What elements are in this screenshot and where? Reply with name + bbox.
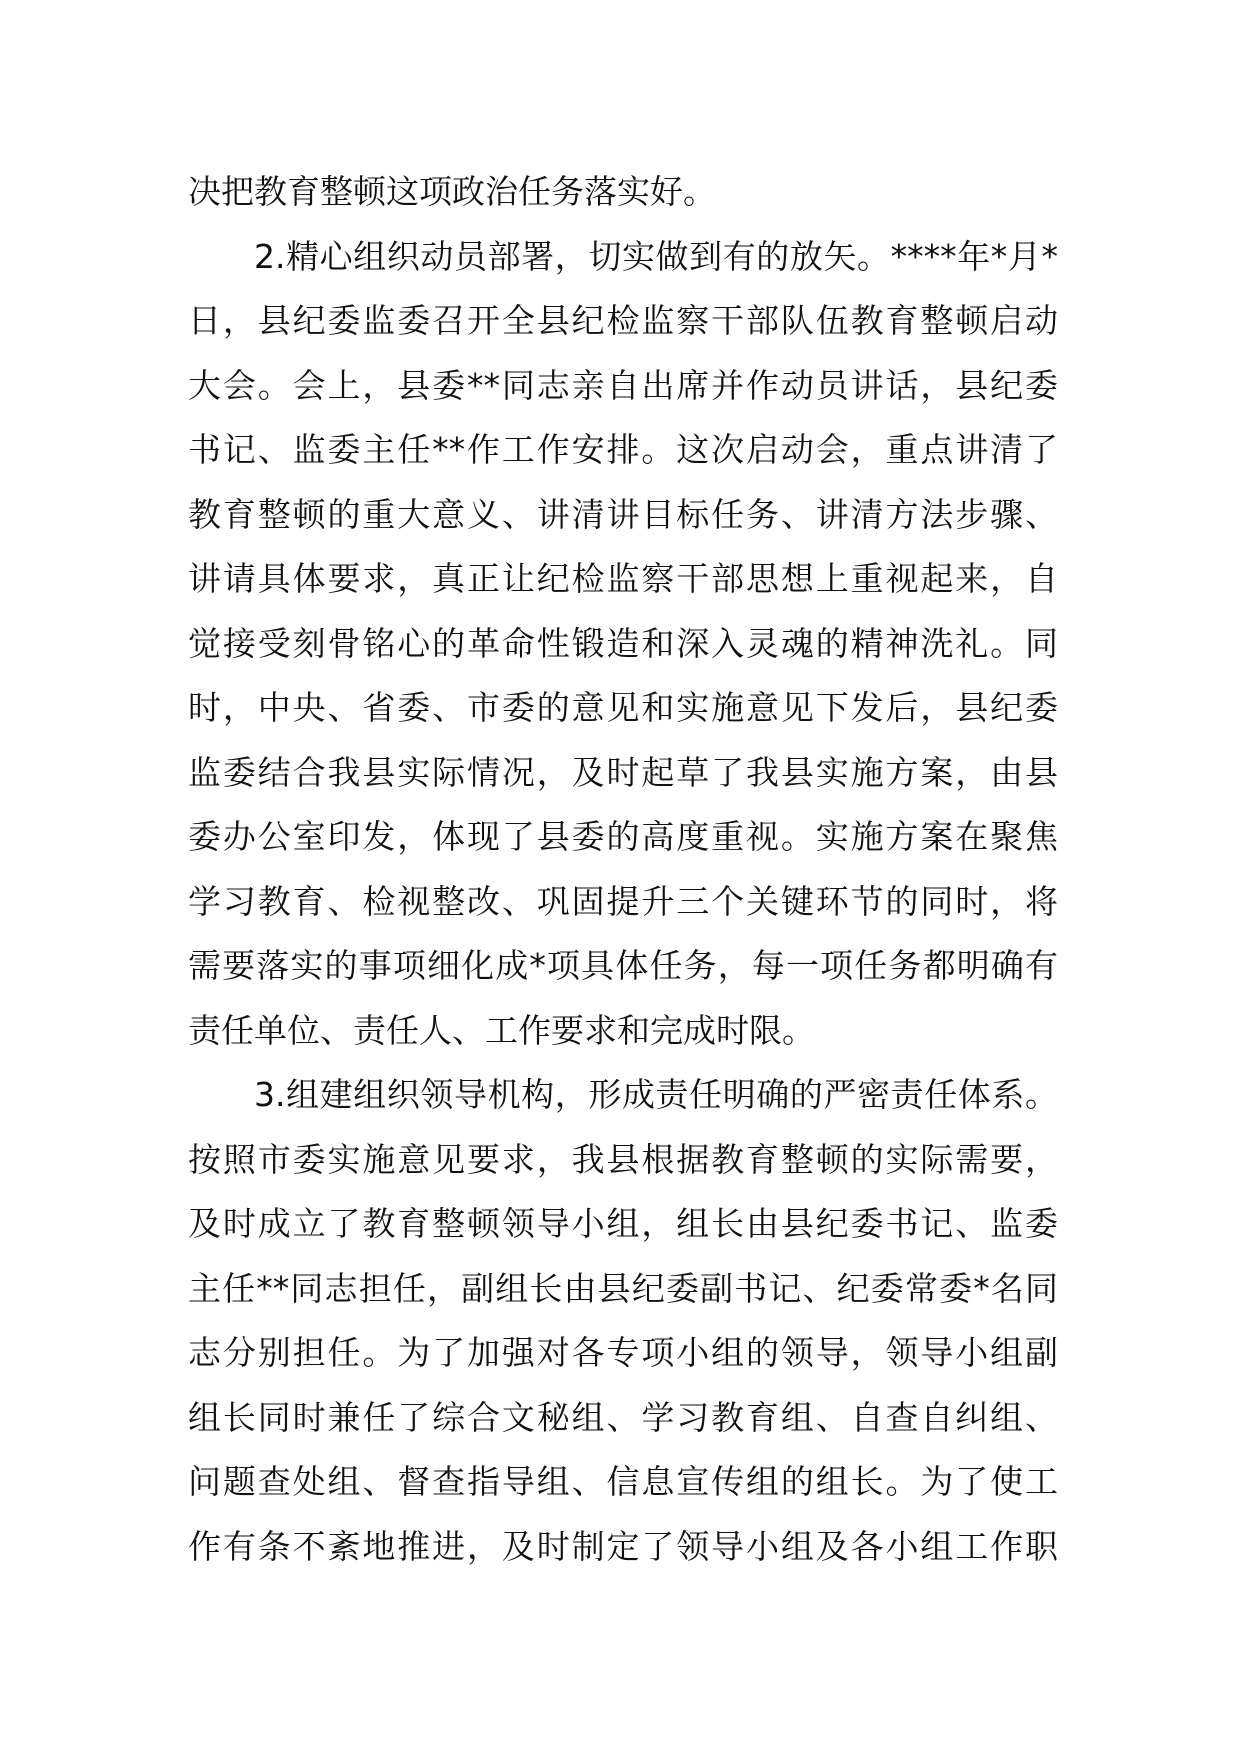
text-line: 问题查处组、督查指导组、信息宣传组的组长。为了使工 [188, 1462, 1058, 1501]
text-line: 书记、监委主任**作工作安排。这次启动会，重点讲清了 [188, 430, 1058, 469]
text-line: 委办公室印发，体现了县委的高度重视。实施方案在聚焦 [188, 817, 1058, 856]
text-line: 学习教育、检视整改、巩固提升三个关键环节的同时，将 [188, 881, 1058, 921]
text-line: 日，县纪委监委召开全县纪检监察干部队伍教育整顿启动 [188, 301, 1058, 340]
text-line: 讲请具体要求，真正让纪检监察干部思想上重视起来，自 [188, 559, 1058, 598]
text-line: 主任**同志担任，副组长由县纪委副书记、纪委常委*名同 [188, 1268, 1058, 1308]
text-line: 组长同时兼任了综合文秘组、学习教育组、自查自纠组、 [188, 1397, 1058, 1437]
text-line: 觉接受刻骨铭心的革命性锻造和深入灵魂的精神洗礼。同 [188, 623, 1058, 663]
text-line: 志分别担任。为了加强对各专项小组的领导，领导小组副 [188, 1333, 1058, 1372]
text-line: 时，中央、省委、市委的意见和实施意见下发后，县纪委 [188, 688, 1058, 727]
text-line: 大会。会上，县委**同志亲自出席并作动员讲话，县纪委 [188, 365, 1058, 405]
text-line: 教育整顿的重大意义、讲清讲目标任务、讲清方法步骤、 [188, 494, 1058, 534]
text-line: 需要落实的事项细化成*项具体任务，每一项任务都明确有 [188, 946, 1058, 985]
text-line: 监委结合我县实际情况，及时起草了我县实施方案，由县 [188, 752, 1058, 792]
text-line: 按照市委实施意见要求，我县根据教育整顿的实际需要， [188, 1139, 1058, 1179]
text-line: 作有条不紊地推进，及时制定了领导小组及各小组工作职 [188, 1526, 1058, 1566]
section-heading-line: 3.组建组织领导机构，形成责任明确的严密责任体系。 [254, 1075, 1058, 1114]
body-text [188, 160, 1058, 1579]
text-line: 及时成立了教育整顿领导小组，组长由县纪委书记、监委 [188, 1204, 1058, 1243]
text-line: 决把教育整顿这项政治任务落实好。 [188, 172, 716, 211]
text-line: 责任单位、责任人、工作要求和完成时限。 [188, 1010, 815, 1050]
section-heading-line: 2.精心组织动员部署，切实做到有的放矢。****年*月* [254, 236, 1058, 276]
